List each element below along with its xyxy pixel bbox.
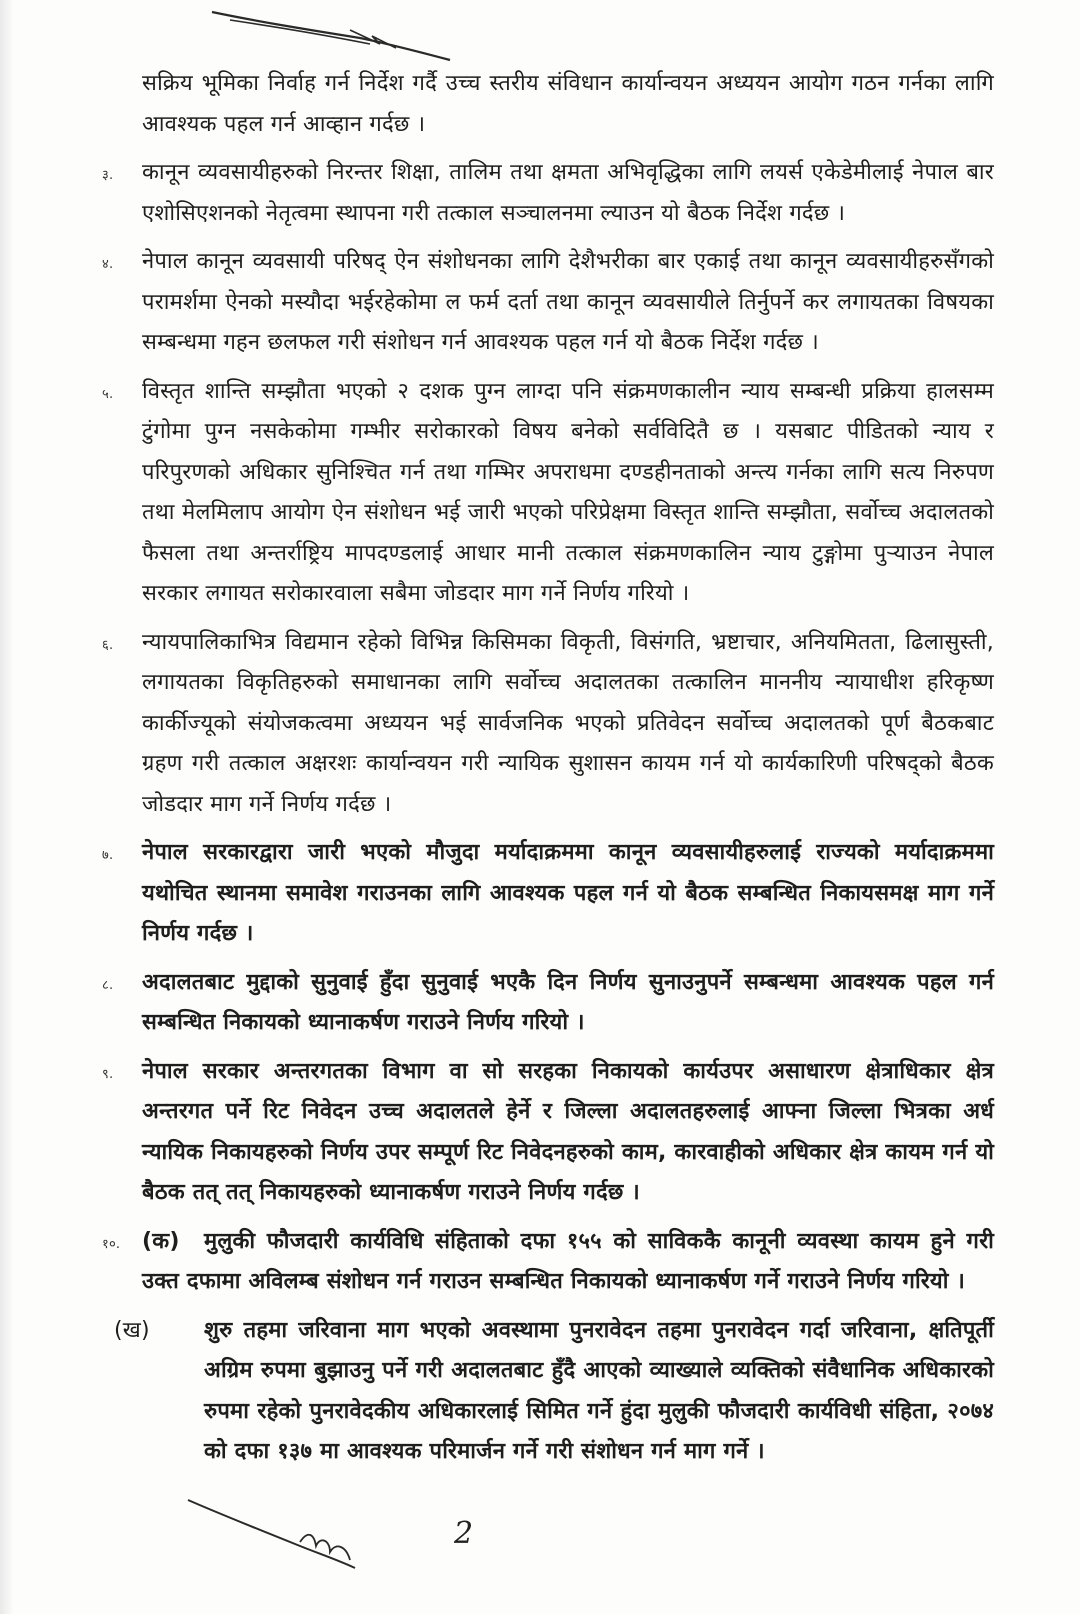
item-text: नेपाल कानून व्यवसायी परिषद् ऐन संशोधनका लागि देशैभरीका बार एकाई तथा कानून व्यवसायीहरुसँगको परामर्शमा ऐनको मस्यौदा भईरहेकोमा ल फर्म दर्ता तथा कानून व्यवसायीले तिर्नुपर्ने कर लगायतका विषयका सम्बन्धमा गहन छलफल गरी संशोधन गर्न आवश्यक पहल गर्न यो बैठक निर्देश गर्दछ । (142, 249, 994, 355)
signature-mark-bottom (180, 1490, 380, 1580)
item-text: नेपाल सरकार अन्तरगतका विभाग वा सो सरहका निकायको कार्यउपर असाधारण क्षेत्राधिकार क्षेत्र अन्तरगत पर्ने रिट निवेदन उच्च अदालतले हेर्ने र जिल्ला अदालतहरुलाई आफ्ना जिल्ला भित्रका अर्ध न्यायिक निकायहरुको निर्णय उपर सम्पूर्ण रिट निवेदनहरुको काम, कारवाहीको अधिकार क्षेत्र कायम गर्न यो बैठक तत् तत् निकायहरुको ध्यानाकर्षण गराउने निर्णय गर्दछ । (142, 1058, 994, 1205)
item-number: ६. (102, 637, 114, 653)
list-item (94, 1052, 994, 1214)
item-number: ४. (102, 257, 114, 272)
item-text: विस्तृत शान्ति सम्झौता भएको २ दशक पुग्न लाग्दा पनि संक्रमणकालीन न्याय सम्बन्धी प्रक्रिया हालसम्म टुंगोमा पुग्न नसकेकोमा गम्भीर सरोकारको विषय बनेको सर्वविदितै छ । यसबाट पीडितको न्याय र परिपुरणको अधिकार सुनिश्चित गर्न तथा गम्भिर अपराधमा दण्डहीनताको अन्त्य गर्नका लागि सत्य निरुपण तथा मेलमिलाप आयोग ऐन संशोधन भई जारी भएको परिप्रेक्षमा विस्तृत शान्ति सम्झौता, सर्वोच्च अदालतको फैसला तथा अन्तर्राष्ट्रिय मापदण्डलाई आधार मानी तत्काल संक्रमणकालिन न्याय टुङ्गोमा पुऱ्याउन नेपाल सरकार लगायत सरोकारवाला सबैमा जोडदार माग गर्ने निर्णय गरियो । (142, 378, 994, 606)
signature-mark-top (200, 0, 500, 70)
list-item (94, 833, 994, 955)
item-10-body (142, 1222, 994, 1303)
list-item (94, 623, 994, 826)
item-number: ५. (102, 386, 114, 402)
sub-item-text-b: शुरु तहमा जरिवाना माग भएको अवस्थामा पुनरावेदन तहमा पुनरावेदन गर्दा जरिवाना, क्षतिपूर्ती अग्रिम रुपमा बुझाउनु पर्ने गरी अदालतबाट हुँदै आएको व्याख्याले व्यक्तिको संवैधानिक अधिकारको रुपमा रहेको पुनरावेदकीय अधिकारलाई सिमित गर्ने हुंदा मुलुकी फौजदारी कार्यविधी संहिता, २०७४ को दफा १३७ मा आवश्यक परिमार्जन गर्ने गरी संशोधन गर्न माग गर्ने । (204, 1317, 994, 1464)
item-text: न्यायपालिकाभित्र विद्यमान रहेको विभिन्न किसिमका विकृती, विसंगति, भ्रष्टाचार, अनियमितता, ढिलासुस्ती, लगायतका विकृतिहरुको समाधानका लागि सर्वोच्च अदालतका तत्कालिन माननीय न्यायाधीश हरिकृष्ण कार्कीज्यूको संयोजकत्वमा अध्ययन भई सार्वजनिक भएको प्रतिवेदन सर्वोच्च अदालतको पूर्ण बैठकबाट ग्रहण गरी तत्काल अक्षरशः कार्यान्वयन गरी न्यायिक सुशासन कायम गर्न यो कार्यकारिणी परिषद्को बैठक जोडदार माग गर्ने निर्णय गर्दछ । (142, 629, 994, 817)
intro-paragraph: सक्रिय भूमिका निर्वाह गर्न निर्देश गर्दै उच्च स्तरीय संविधान कार्यान्वयन अध्ययन आयोग गठन गर्नका लागि आवश्यक पहल गर्न आव्हान गर्दछ । (142, 71, 994, 137)
sub-item-label-a: (क) (142, 1228, 180, 1254)
list-item (94, 153, 994, 234)
list-item (94, 372, 994, 615)
sub-item-label-b: (ख) (114, 1317, 150, 1343)
page-number: 2 (454, 1516, 474, 1551)
item-text: कानून व्यवसायीहरुको निरन्तर शिक्षा, तालिम तथा क्षमता अभिवृद्धिका लागि लयर्स एकेडेमीलाई नेपाल बार एशोसिएशनको नेतृत्वमा स्थापना गरी तत्काल सञ्चालनमा ल्याउन यो बैठक निर्देश गर्दछ । (142, 160, 994, 226)
list-item-10 (94, 1222, 994, 1303)
item-number: १०. (102, 1236, 121, 1252)
item-number: ९. (102, 1066, 114, 1082)
sub-item-text-a: मुलुकी फौजदारी कार्यविधि संहिताको दफा १५५ को साविककै कानूनी व्यवस्था कायम हुने गरी उक्त दफामा अविलम्ब संशोधन गर्न गराउन सम्बन्धित निकायको ध्यानाकर्षण गर्ने गराउने निर्णय गरियो । (142, 1228, 994, 1294)
list-item (94, 963, 994, 1044)
item-text: अदालतबाट मुद्दाको सुनुवाई हुँदा सुनुवाई भएकै दिन निर्णय सुनाउनुपर्ने सम्बन्धमा आवश्यक पहल गर्न सम्बन्धित निकायको ध्यानाकर्षण गराउने निर्णय गरियो । (142, 969, 994, 1035)
item-number: ३. (102, 168, 114, 183)
sub-item-b (94, 1311, 994, 1473)
item-text: नेपाल सरकारद्वारा जारी भएको मौजुदा मर्यादाक्रममा कानून व्यवसायीहरुलाई राज्यको मर्यादाक्रममा यथोचित स्थानमा समावेश गराउनका लागि आवश्यक पहल गर्न यो बैठक सम्बन्धित निकायसमक्ष माग गर्ने निर्णय गर्दछ । (142, 840, 994, 946)
list-item (94, 242, 994, 364)
document-body (94, 64, 994, 1473)
item-number: ८. (102, 977, 114, 993)
item-number: ७. (102, 848, 114, 863)
page-edge-shadow (0, 0, 14, 1614)
